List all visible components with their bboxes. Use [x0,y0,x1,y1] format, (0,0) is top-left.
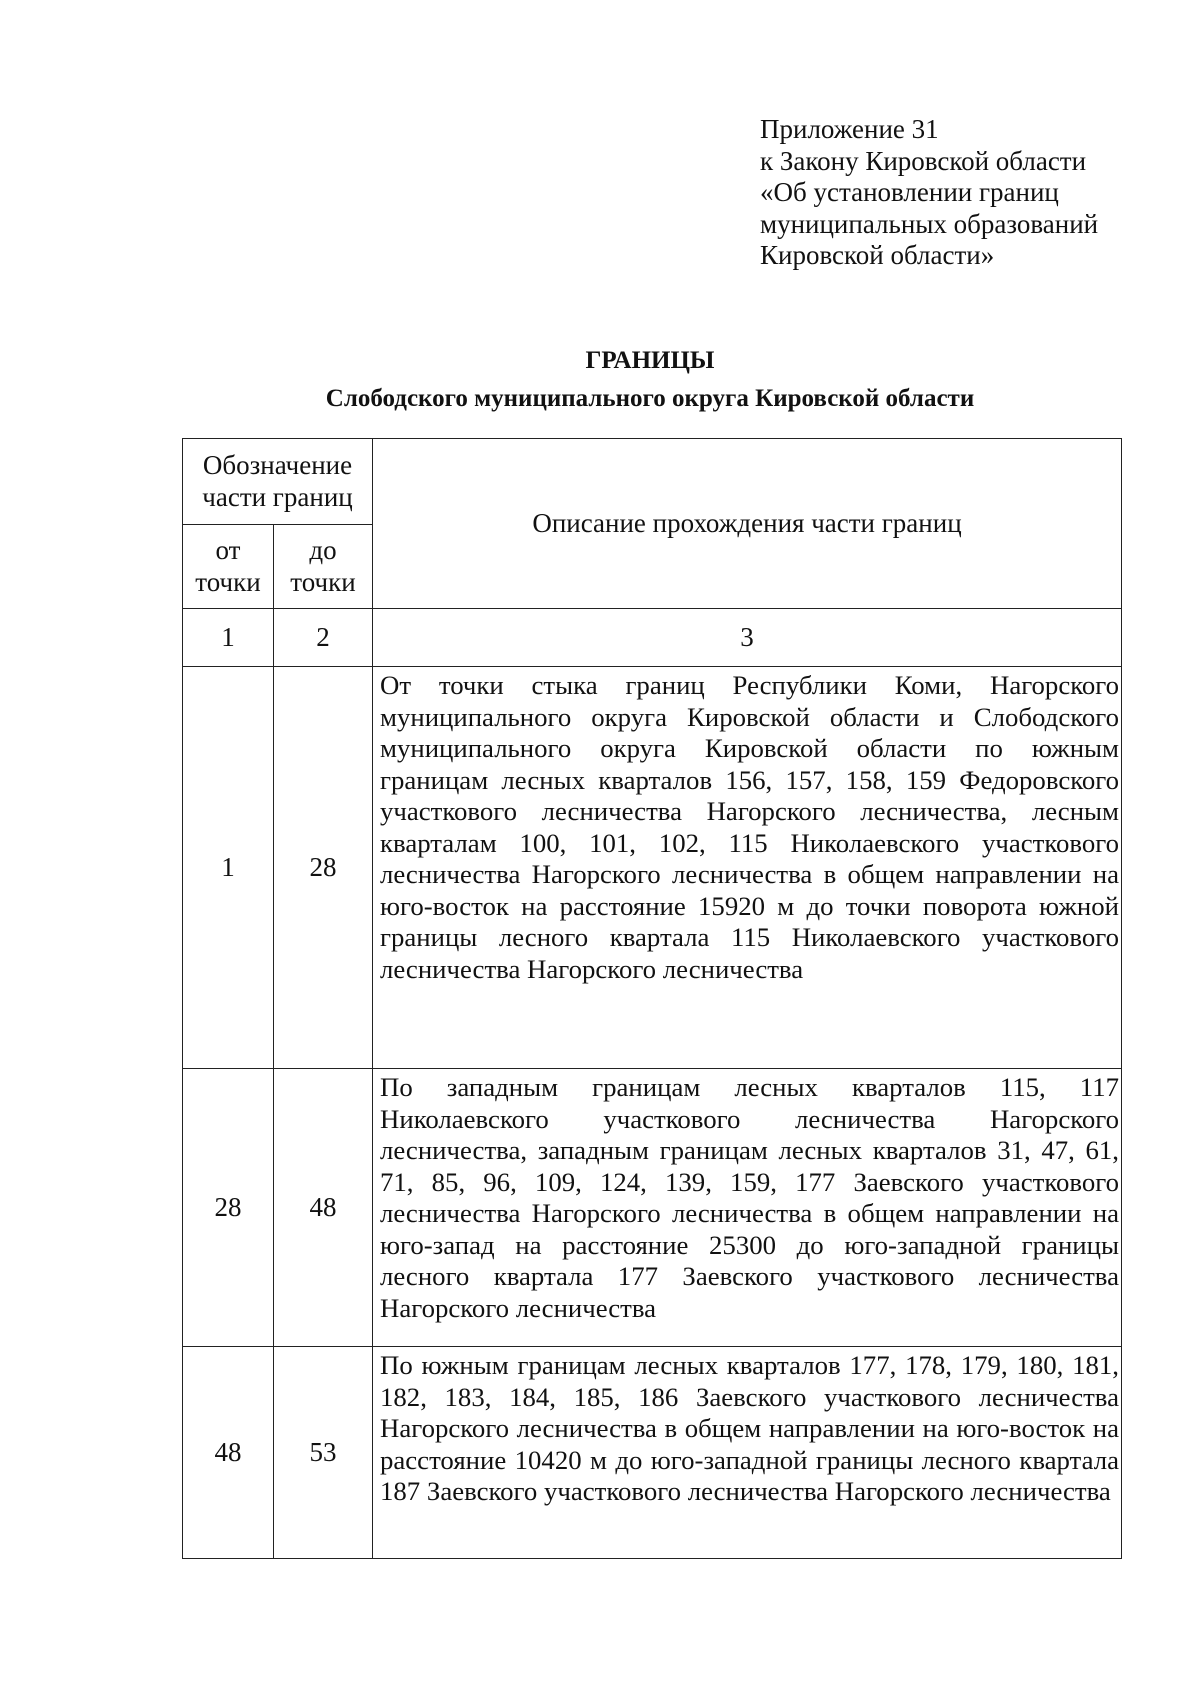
to-point-cell: 53 [274,1347,373,1559]
column-number: 3 [373,609,1122,667]
from-point-cell: 1 [183,667,274,1069]
from-point-cell: 48 [183,1347,274,1559]
table-row [183,1069,1122,1347]
from-point-cell: 28 [183,1069,274,1347]
annex-line: «Об установлении границ [760,177,1059,207]
column-number: 2 [274,609,373,667]
annex-line: Приложение 31 [760,114,939,144]
annex-line: Кировской области» [760,240,995,270]
table-row [183,1347,1122,1559]
header-designation: Обозначение части границ [183,439,373,525]
document-heading [180,342,1120,418]
to-point-cell: 48 [274,1069,373,1347]
annex-note [760,114,1160,272]
boundary-table [182,438,1122,1559]
column-number: 1 [183,609,274,667]
header-to-point: до точки [274,525,373,609]
column-number-row [183,609,1122,667]
description-cell: От точки стыка границ Республики Коми, Нагорского муниципального округа Кировской области и Слободского муниципального округа Кировской области по южным границам лесных кварталов 156, 157, 158, 159 Федоровского участкового лесничества Нагорского лесничества, лесным кварталам 100, 101, 102, 115 Николаевского участкового лесничества Нагорского лесничества в общем направлении на юго-восток на расстояние 15920 м до точки поворота южной границы лесного квартала 115 Николаевского участкового лесничества Нагорского лесничества [373,667,1122,1069]
annex-line: к Закону Кировской области [760,145,1087,176]
table-header-row [183,439,1122,525]
table-row [183,667,1122,1069]
annex-line: муниципальных образований [760,208,1099,239]
to-point-cell: 28 [274,667,373,1069]
header-from-point: от точки [183,525,274,609]
description-cell: По западным границам лесных кварталов 115, 117 Николаевского участкового лесничества Нагорского лесничества, западным границам лесных кварталов 31, 47, 61, 71, 85, 96, 109, 124, 139, 159, 177 Заевского участкового лесничества Нагорского лесничества в общем направлении на юго-запад на расстояние 25300 до юго-западной границы лесного квартала 177 Заевского участкового лесничества Нагорского лесничества [373,1069,1122,1347]
header-description: Описание прохождения части границ [373,439,1122,609]
description-cell: По южным границам лесных кварталов 177, 178, 179, 180, 181, 182, 183, 184, 185, 186 Заевского участкового лесничества Нагорского лесничества в общем направлении на юго-восток на расстояние 10420 м до юго-западной границы лесного квартала 187 Заевского участкового лесничества Нагорского лесничества [373,1347,1122,1559]
document-subtitle: Слободского муниципального округа Кировской области [325,385,975,412]
document-title: ГРАНИЦЫ [585,347,715,374]
